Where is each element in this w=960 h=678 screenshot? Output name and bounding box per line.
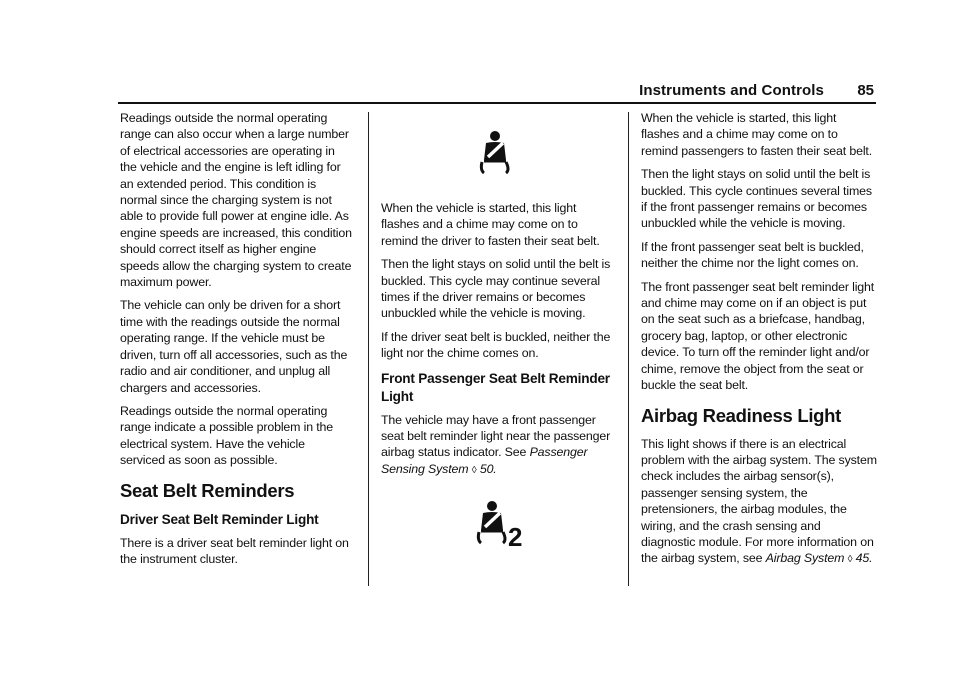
- passenger-seat-belt-icon-figure: [381, 486, 615, 576]
- subheading-front-passenger-seat-belt: Front Passenger Seat Belt Reminder Light: [381, 370, 610, 404]
- column-1: [120, 110, 352, 574]
- passenger-seat-belt-reminder-icon: [473, 500, 533, 550]
- paragraph-text: This light shows if there is an electrical problem with the airbag system. The system check includes the airbag sensor(s), passenger sensing system, the pretensioners, the airbag modules, the wiring, and the crash sensing and diagnostic module. For more information on the airbag system, see: [641, 436, 877, 566]
- page-reference: 50.: [476, 461, 497, 476]
- paragraph: The front passenger seat belt reminder light and chime may come on if an object is put on the seat such as a briefcase, handbag, grocery bag, laptop, or other electronic device. To turn off the reminder light and/or chime, remove the object from the seat or buckle the seat belt.: [641, 279, 875, 393]
- driver-seat-belt-icon-figure: [381, 112, 615, 200]
- header-bar: [118, 82, 876, 102]
- section-title: Instruments and Controls: [639, 82, 824, 99]
- paragraph: There is a driver seat belt reminder light on the instrument cluster.: [120, 535, 349, 566]
- column-3: [641, 110, 877, 576]
- paragraph: If the driver seat belt is buckled, neither the light nor the chime comes on.: [381, 329, 611, 361]
- paragraph: Then the light stays on solid until the belt is buckled. This cycle may continue several times if the driver remains or becomes unbuckled while the vehicle is moving.: [381, 257, 611, 321]
- subheading-driver-seat-belt: Driver Seat Belt Reminder Light: [120, 511, 319, 527]
- seat-belt-reminder-icon: [476, 130, 514, 174]
- column-divider-2: [628, 112, 629, 586]
- paragraph-text: The vehicle may have a front passenger seat belt reminder light near the passenger airbag status indicator. See: [381, 412, 611, 460]
- column-2: [381, 112, 615, 576]
- paragraph: If the front passenger seat belt is buckled, neither the chime nor the light comes on.: [641, 239, 864, 271]
- section-heading-seat-belt-reminders: Seat Belt Reminders: [120, 479, 295, 501]
- cross-reference-link[interactable]: Airbag System: [765, 551, 845, 566]
- page-number: 85: [857, 82, 874, 99]
- column-divider-1: [368, 112, 369, 586]
- paragraph: Then the light stays on solid until the belt is buckled. This cycle continues several times if the front passenger remains or becomes unbuckled while the vehicle is moving.: [641, 167, 872, 231]
- page-reference-icon: ◊: [847, 554, 853, 566]
- paragraph: Readings outside the normal operating range indicate a possible problem in the electrical system. Have the vehicle serviced as soon as possible.: [120, 403, 334, 468]
- paragraph: Readings outside the normal operating range can also occur when a large number of electrical accessories are operating in the vehicle and the engine is left idling for an extended period. This condition is normal since the charging system is not able to provide full power at engine idle. As engine speeds are increased, this condition should correct itself as higher engine speeds allow the charging system to create maximum power.: [120, 111, 352, 290]
- cross-reference-link[interactable]: Passenger Sensing System: [381, 445, 588, 476]
- section-heading-airbag-readiness-light: Airbag Readiness Light: [641, 404, 842, 426]
- page-reference: 45.: [852, 551, 873, 566]
- passenger-icon-label: 2: [508, 522, 523, 551]
- paragraph: [641, 436, 877, 569]
- paragraph: When the vehicle is started, this light flashes and a chime may come on to remind the driver to fasten their seat belt.: [381, 201, 600, 248]
- paragraph: When the vehicle is started, this light flashes and a chime may come on to remind passengers to fasten their seat belt.: [641, 111, 873, 158]
- paragraph: [381, 412, 615, 480]
- paragraph: The vehicle can only be driven for a short time with the readings outside the normal operating range. If the vehicle must be driven, turn off all accessories, such as the radio and air conditioner, and unplug all chargers and accessories.: [120, 298, 348, 395]
- header-rule: [118, 102, 876, 104]
- page-reference-icon: ◊: [471, 464, 477, 476]
